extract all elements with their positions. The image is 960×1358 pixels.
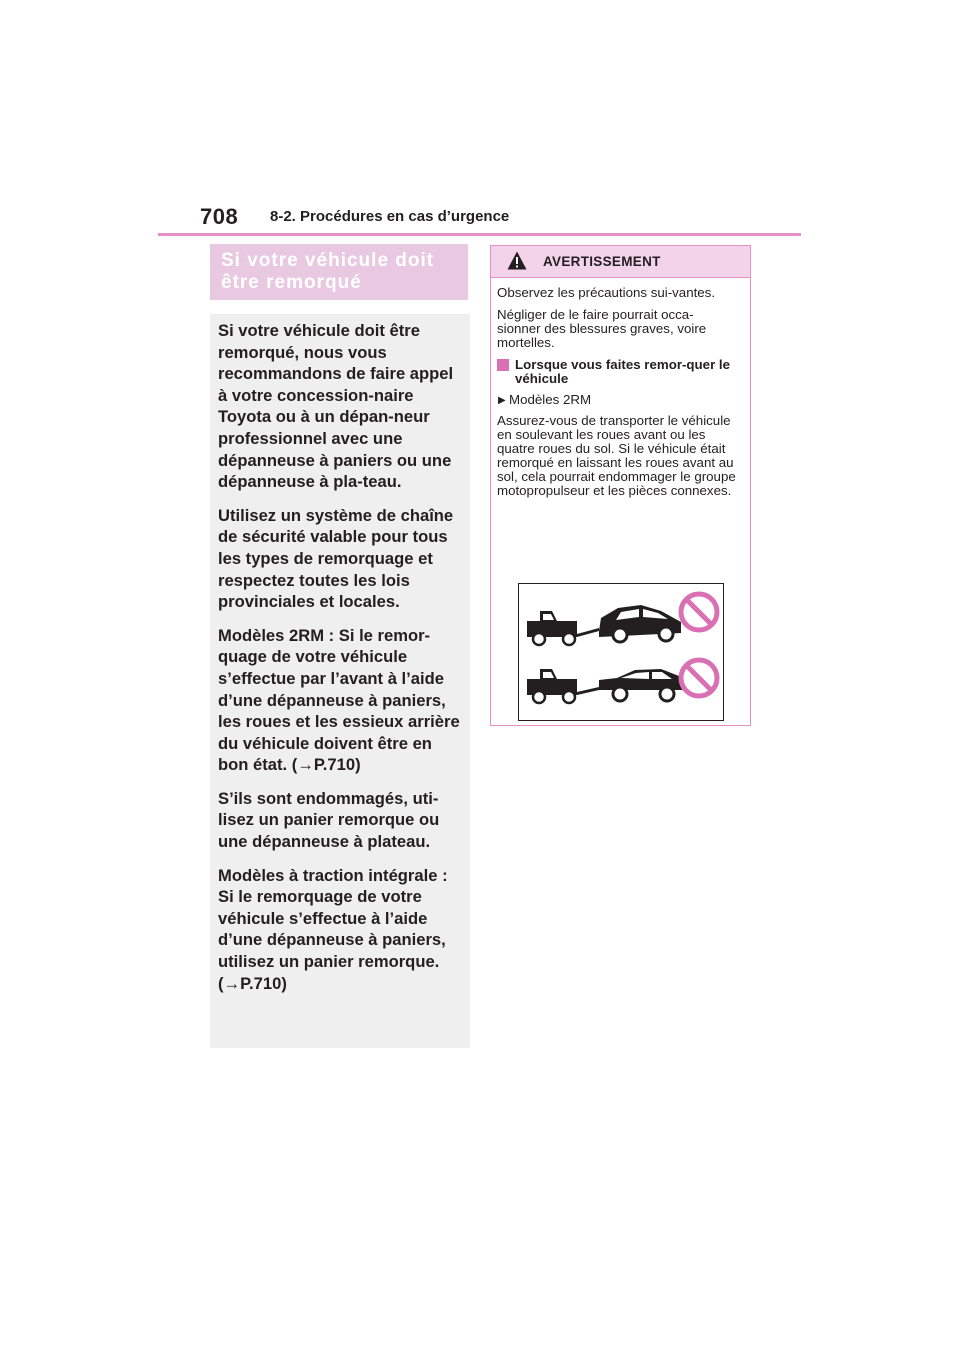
warning-content <box>491 278 737 498</box>
pink-square-bullet-icon <box>497 359 509 371</box>
section-heading <box>210 244 468 300</box>
paragraph-dealer: Si votre véhicule doit être remorqué, nous vous recommandons de faire appel à votre concession-naire Toyota ou à un dépan-neur professionnel avec une dépanneuse à paniers ou une dépanneuse à pla-teau. <box>218 321 454 492</box>
section-heading-text <box>221 250 461 294</box>
page-reference-link[interactable]: P.710) <box>313 755 361 775</box>
warning-box <box>490 245 751 726</box>
paragraph-awd <box>218 865 466 995</box>
main-text-box <box>210 314 470 1048</box>
arrow-icon: → <box>297 755 314 775</box>
warning-subheading <box>497 358 737 386</box>
warning-2wd-detail: Assurez-vous de transporter le véhicule en soulevant les roues avant ou les quatre roues du sol. Si le véhicule était remorqué en laissant les roues avant au sol, cela pourrait endommager le groupe motopropulseur et les pièces connexes. <box>497 413 736 498</box>
prohibited-icon <box>681 594 717 630</box>
warning-header <box>491 246 750 278</box>
prohibited-icon <box>681 660 717 696</box>
warning-title: AVERTISSEMENT <box>543 254 661 269</box>
header-divider <box>158 233 801 236</box>
tow-truck-icon <box>527 669 599 703</box>
right-triangle-icon: ▶ <box>498 395 506 406</box>
arrow-icon: → <box>223 973 241 993</box>
warning-intro: Observez les précautions sui-vantes. <box>497 285 716 300</box>
tow-truck-icon <box>527 611 599 645</box>
suv-front-lifted-icon <box>599 669 683 701</box>
paragraph-2wd <box>218 625 466 776</box>
model-label-text: Modèles 2RM <box>509 392 592 407</box>
page-number: 708 <box>200 204 239 229</box>
model-label <box>497 393 737 407</box>
page-reference-link[interactable]: P.710) <box>240 973 287 993</box>
paragraph-safety-chain: Utilisez un système de chaîne de sécurité valable pour tous les types de remorquage et respectez toutes les lois provinciales et locales. <box>218 505 454 612</box>
towing-illustration <box>518 583 724 721</box>
paragraph-damaged: S’ils sont endommagés, uti-lisez un panier remorque ou une dépanneuse à plateau. <box>218 788 440 852</box>
heading-line-2: être remorqué <box>221 272 362 293</box>
heading-line-1: Si votre véhicule doit <box>221 250 435 271</box>
warning-consequence: Négliger de le faire pourrait occa-sionner des blessures graves, voire mortelles. <box>497 307 707 350</box>
section-title: 8-2. Procédures en cas d’urgence <box>270 208 510 225</box>
warning-subheading-text: Lorsque vous faites remor-quer le véhicule <box>515 357 731 386</box>
paragraph-awd-text: Modèles à traction intégrale : Si le remorquage de votre véhicule s’effectue à l’aide d’une dépanneuse à paniers, utilisez un panier remorque. ( <box>218 865 448 993</box>
warning-triangle-icon <box>507 251 527 270</box>
paragraph-2wd-text: Modèles 2RM : Si le remor-quage de votre véhicule s’effectue par l’avant à l’aide d’une dépanneuse à paniers, les roues et les essieux arrière du véhicule doivent être en bon état. ( <box>218 625 460 775</box>
suv-rear-lifted-icon <box>599 605 681 642</box>
towing-illustration-svg <box>519 584 723 720</box>
